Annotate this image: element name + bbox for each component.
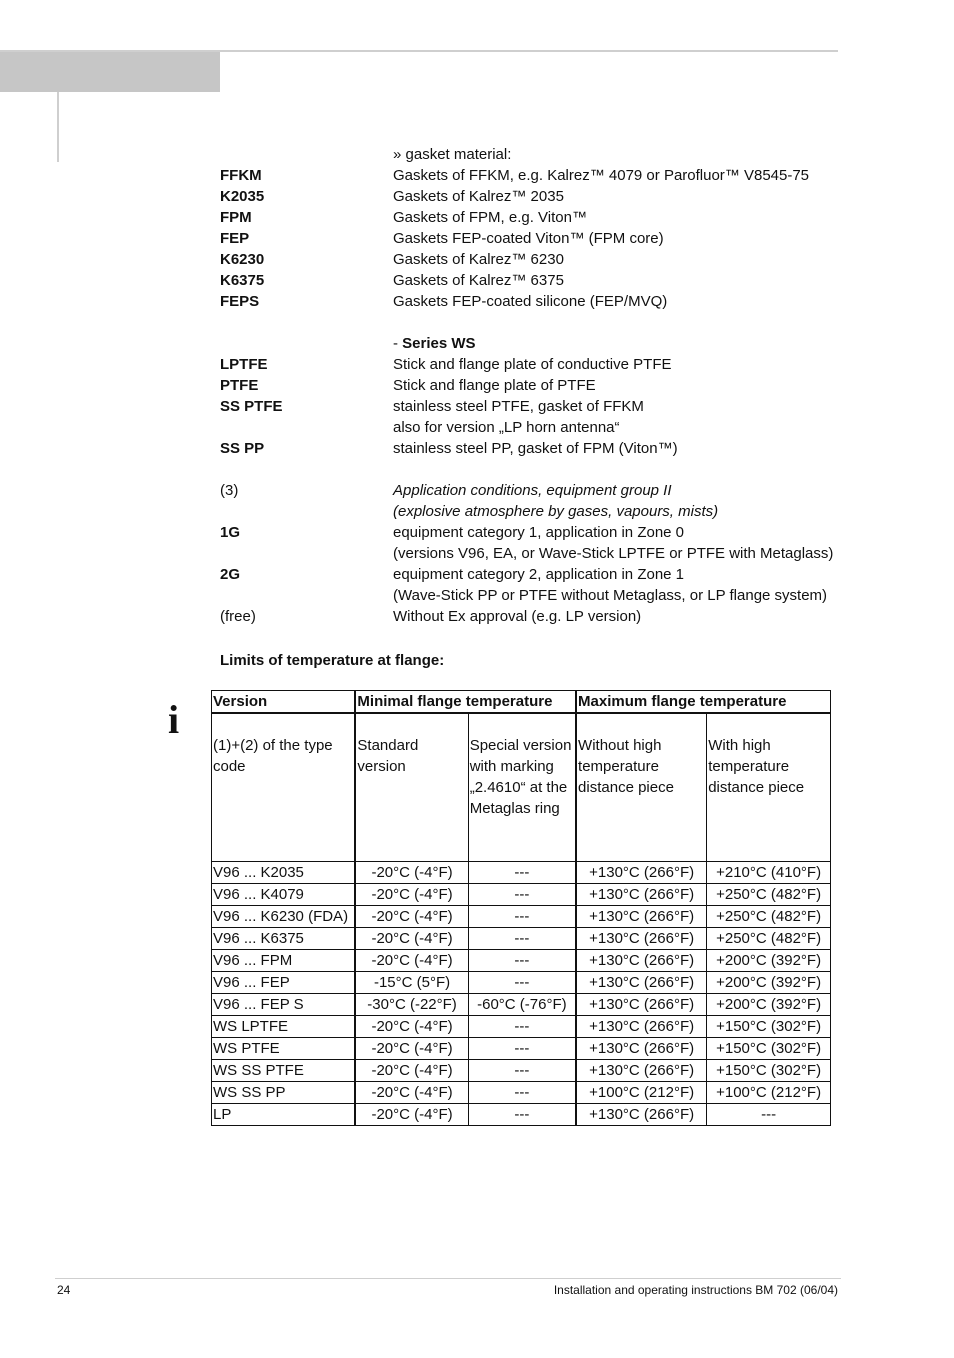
table-cell: +130°C (266°F)	[576, 994, 707, 1016]
table-cell: V96 ... FEP	[212, 972, 356, 994]
table-cell: +130°C (266°F)	[576, 906, 707, 928]
series-prefix: -	[393, 335, 403, 352]
table-cell: +130°C (266°F)	[576, 950, 707, 972]
definition-row	[220, 396, 840, 417]
table-cell: ---	[707, 1104, 831, 1126]
table-cell: -60°C (-76°F)	[468, 994, 576, 1016]
code-label: PTFE	[220, 377, 259, 394]
table-subheader-cell: (1)+(2) of the type code	[212, 713, 356, 862]
table-cell: V96 ... K6375	[212, 928, 356, 950]
series-ws-heading-row	[220, 333, 840, 354]
table-cell: +150°C (302°F)	[707, 1060, 831, 1082]
code-description: equipment category 2, application in Zone 1	[393, 566, 685, 583]
table-cell: +250°C (482°F)	[707, 884, 831, 906]
code-label: FEPS	[220, 293, 260, 310]
definition-row-continued	[220, 417, 840, 438]
limits-heading: Limits of temperature at flange:	[220, 652, 445, 669]
table-row	[212, 950, 831, 972]
code-description: Stick and flange plate of conductive PTFE	[393, 356, 672, 373]
definition-row	[220, 270, 840, 291]
series-ws-title: Series WS	[402, 335, 476, 352]
table-header-cell: Maximum flange temperature	[576, 691, 830, 714]
page-number: 24	[57, 1283, 71, 1297]
table-cell: ---	[468, 884, 576, 906]
code-description: Gaskets FEP-coated Viton™ (FPM core)	[393, 230, 664, 247]
table-row	[212, 972, 831, 994]
code-label: K6230	[220, 251, 265, 268]
table-cell: +130°C (266°F)	[576, 928, 707, 950]
table-cell: +150°C (302°F)	[707, 1016, 831, 1038]
table-cell: +130°C (266°F)	[576, 1038, 707, 1060]
code-description: Gaskets of Kalrez™ 6230	[393, 251, 564, 268]
definition-row	[220, 186, 840, 207]
code-description: Without Ex approval (e.g. LP version)	[393, 608, 642, 625]
table-cell: ---	[468, 972, 576, 994]
table-cell: +200°C (392°F)	[707, 994, 831, 1016]
table-cell: WS LPTFE	[212, 1016, 356, 1038]
table-cell: -20°C (-4°F)	[355, 950, 468, 972]
code-description: stainless steel PTFE, gasket of FFKM	[393, 398, 644, 415]
code-description: Gaskets of Kalrez™ 2035	[393, 188, 564, 205]
table-cell: +130°C (266°F)	[576, 1016, 707, 1038]
table-subheader-cell: Without high temperature distance piece	[576, 713, 707, 862]
table-cell: ---	[468, 928, 576, 950]
table-cell: -15°C (5°F)	[355, 972, 468, 994]
code-description: (Wave-Stick PP or PTFE without Metaglass, or LP flange system)	[393, 587, 828, 604]
margin-rule	[57, 92, 59, 162]
code-label: 1G	[220, 524, 241, 541]
table-cell: +130°C (266°F)	[576, 862, 707, 884]
code-definition-list	[220, 144, 840, 627]
table-cell: ---	[468, 1104, 576, 1126]
code-label: K2035	[220, 188, 265, 205]
info-icon: i	[168, 697, 180, 742]
table-row	[212, 1104, 831, 1126]
table-header-row	[212, 691, 831, 714]
table-cell: ---	[468, 1016, 576, 1038]
code-label: (3)	[220, 482, 239, 499]
table-cell: ---	[468, 1082, 576, 1104]
table-cell: V96 ... K2035	[212, 862, 356, 884]
table-cell: V96 ... K4079	[212, 884, 356, 906]
table-subheader-cell: With high temperature distance piece	[707, 713, 831, 862]
definition-row-continued	[220, 543, 840, 564]
table-row	[212, 1082, 831, 1104]
application-heading-row	[220, 480, 840, 501]
definition-row	[220, 522, 840, 543]
code-description: also for version „LP horn antenna“	[393, 419, 620, 436]
code-description: (versions V96, EA, or Wave-Stick LPTFE or PTFE with Metaglass)	[393, 545, 834, 562]
table-cell: -20°C (-4°F)	[355, 1016, 468, 1038]
table-cell: -20°C (-4°F)	[355, 928, 468, 950]
table-cell: -20°C (-4°F)	[355, 884, 468, 906]
table-cell: +100°C (212°F)	[707, 1082, 831, 1104]
table-row	[212, 928, 831, 950]
footer-rule	[55, 1278, 841, 1279]
table-cell: V96 ... FPM	[212, 950, 356, 972]
table-cell: WS PTFE	[212, 1038, 356, 1060]
table-row	[212, 994, 831, 1016]
definition-row	[220, 207, 840, 228]
definition-row	[220, 375, 840, 396]
table-row	[212, 906, 831, 928]
code-label: SS PP	[220, 440, 265, 457]
table-cell: +250°C (482°F)	[707, 906, 831, 928]
table-cell: -20°C (-4°F)	[355, 1038, 468, 1060]
definition-row	[220, 564, 840, 585]
code-label: FPM	[220, 209, 252, 226]
table-cell: +200°C (392°F)	[707, 972, 831, 994]
definition-row	[220, 165, 840, 186]
table-cell: V96 ... K6230 (FDA)	[212, 906, 356, 928]
table-subheader-cell: Special version with marking „2.4610“ at the Metaglas ring	[468, 713, 576, 862]
definition-row	[220, 438, 840, 459]
table-row	[212, 862, 831, 884]
code-label: FEP	[220, 230, 250, 247]
table-cell: +130°C (266°F)	[576, 972, 707, 994]
table-cell: WS SS PP	[212, 1082, 356, 1104]
table-cell: -20°C (-4°F)	[355, 1104, 468, 1126]
table-header-cell: Version	[212, 691, 356, 714]
code-label: SS PTFE	[220, 398, 283, 415]
code-description: Gaskets of FPM, e.g. Viton™	[393, 209, 587, 226]
code-description: Stick and flange plate of PTFE	[393, 377, 596, 394]
table-cell: ---	[468, 862, 576, 884]
definition-row	[220, 228, 840, 249]
table-cell: +130°C (266°F)	[576, 1104, 707, 1126]
table-row	[212, 1038, 831, 1060]
temperature-table	[211, 690, 831, 1126]
table-cell: +130°C (266°F)	[576, 1060, 707, 1082]
gasket-intro: » gasket material:	[393, 146, 512, 163]
table-cell: -20°C (-4°F)	[355, 862, 468, 884]
definition-row-continued	[220, 585, 840, 606]
code-label: 2G	[220, 566, 241, 583]
definition-row	[220, 249, 840, 270]
table-row	[212, 884, 831, 906]
table-cell: ---	[468, 1038, 576, 1060]
table-cell: +200°C (392°F)	[707, 950, 831, 972]
table-header-cell: Minimal flange temperature	[355, 691, 576, 714]
footer-title: Installation and operating instructions BM 702 (06/04)	[553, 1283, 838, 1297]
table-cell: +130°C (266°F)	[576, 884, 707, 906]
table-cell: ---	[468, 950, 576, 972]
table-cell: +210°C (410°F)	[707, 862, 831, 884]
definition-row	[220, 354, 840, 375]
code-label: K6375	[220, 272, 265, 289]
table-cell: -30°C (-22°F)	[355, 994, 468, 1016]
table-cell: ---	[468, 1060, 576, 1082]
table-cell: +100°C (212°F)	[576, 1082, 707, 1104]
table-cell: +250°C (482°F)	[707, 928, 831, 950]
code-description: stainless steel PP, gasket of FPM (Viton™)	[393, 440, 678, 457]
application-subtitle: (explosive atmosphere by gases, vapours, mists)	[393, 503, 719, 520]
header-gray-block	[0, 52, 220, 92]
application-heading-row-2	[220, 501, 840, 522]
table-cell: -20°C (-4°F)	[355, 1060, 468, 1082]
table-cell: LP	[212, 1104, 356, 1126]
table-cell: -20°C (-4°F)	[355, 1082, 468, 1104]
code-description: Gaskets FEP-coated silicone (FEP/MVQ)	[393, 293, 668, 310]
gasket-intro-row	[220, 144, 840, 165]
table-row	[212, 1016, 831, 1038]
table-cell: +150°C (302°F)	[707, 1038, 831, 1060]
table-row	[212, 1060, 831, 1082]
code-label: FFKM	[220, 167, 262, 184]
code-label: (free)	[220, 608, 256, 625]
definition-row	[220, 606, 840, 627]
definition-row	[220, 291, 840, 312]
code-description: Gaskets of Kalrez™ 6375	[393, 272, 564, 289]
table-cell: WS SS PTFE	[212, 1060, 356, 1082]
code-label: LPTFE	[220, 356, 268, 373]
table-cell: -20°C (-4°F)	[355, 906, 468, 928]
code-description: equipment category 1, application in Zone 0	[393, 524, 685, 541]
application-title: Application conditions, equipment group II	[393, 482, 672, 499]
code-description: Gaskets of FFKM, e.g. Kalrez™ 4079 or Parofluor™ V8545-75	[393, 167, 810, 184]
table-cell: V96 ... FEP S	[212, 994, 356, 1016]
table-subheader-cell: Standard version	[355, 713, 468, 862]
table-cell: ---	[468, 906, 576, 928]
table-subheader-row	[212, 713, 831, 862]
